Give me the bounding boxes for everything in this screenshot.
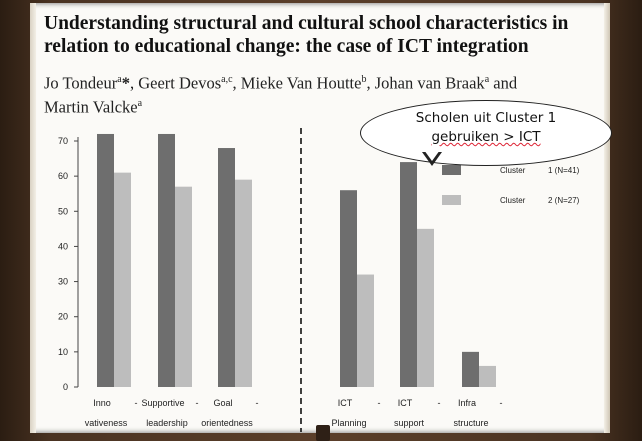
- y-tick-label: 50: [57, 206, 68, 217]
- author-affiliation: a,c: [221, 74, 233, 85]
- bar-1-5: [400, 162, 417, 387]
- bar-2-2: [175, 187, 192, 387]
- x-category-dash: -: [499, 398, 503, 408]
- x-category-label-bottom: orientedness: [201, 418, 253, 428]
- x-category-label-top: Infra: [457, 398, 477, 408]
- author-name: and: [489, 73, 518, 93]
- speech-callout: [360, 100, 612, 166]
- bar-2-4: [357, 275, 374, 387]
- callout-tail-fill: [424, 150, 440, 161]
- legend-suffix-2: 2 (N=27): [548, 196, 580, 205]
- author-name: , Johan van Braak: [366, 73, 485, 93]
- x-category-label-bottom: support: [393, 418, 425, 428]
- legend-swatch-1: [442, 165, 461, 175]
- x-category-label-top: Supportive: [141, 398, 185, 408]
- y-tick-label: 70: [57, 136, 68, 146]
- x-category-label-top: ICT: [397, 398, 413, 408]
- callout-text: [361, 109, 611, 147]
- x-category-label-bottom: leadership: [146, 418, 188, 428]
- bar-1-2: [158, 134, 175, 387]
- legend-label-1: Cluster: [500, 166, 526, 175]
- x-category-label-bottom: Planning: [331, 418, 367, 428]
- legend-swatch-2: [442, 195, 461, 205]
- bar-2-3: [235, 180, 252, 387]
- y-tick-label: 0: [62, 382, 68, 392]
- bar-1-4: [340, 190, 357, 387]
- author-affiliation: a: [484, 74, 490, 85]
- x-category-label-top: ICT: [337, 398, 353, 408]
- bar-1-1: [97, 134, 114, 387]
- bar-2-6: [479, 366, 496, 387]
- author-name: , Geert Devos: [129, 73, 222, 93]
- legend-suffix-1: 1 (N=41): [548, 166, 580, 175]
- paper-title-line1: Understanding structural and cultural school characteristics in: [44, 13, 569, 34]
- y-tick-label: 30: [57, 276, 68, 287]
- x-category-label-bottom: structure: [453, 418, 489, 428]
- y-tick-label: 40: [57, 241, 68, 252]
- bar-2-5: [417, 229, 434, 387]
- y-tick-label: 20: [57, 311, 68, 322]
- paper-title-line2: relation to educational change: the case of ICT integration: [44, 36, 529, 57]
- author-corresponding-mark: *: [121, 73, 130, 93]
- x-category-label-top: Inno: [93, 398, 111, 408]
- bar-2-1: [114, 173, 131, 387]
- author-name: Jo Tondeur: [44, 73, 118, 93]
- author-affiliation: a: [137, 97, 143, 109]
- x-category-label-top: Goal: [213, 398, 233, 408]
- y-tick-label: 10: [57, 346, 68, 357]
- callout-line2: gebruiken > ICT: [431, 129, 541, 145]
- callout-line1: Scholen uit Cluster 1: [415, 110, 557, 126]
- x-category-dash: -: [195, 398, 199, 408]
- legend-label-2: Cluster: [500, 196, 526, 205]
- x-category-dash: -: [377, 398, 381, 408]
- author-affiliation: a: [117, 74, 122, 85]
- y-tick-label: 60: [57, 171, 68, 182]
- x-category-dash: -: [255, 398, 259, 408]
- x-category-dash: -: [134, 398, 138, 408]
- x-category-dash: -: [437, 398, 441, 408]
- bar-1-6: [462, 352, 479, 387]
- author-name: , Mieke Van Houtte: [232, 73, 362, 93]
- author-name: Martin Valcke: [44, 97, 138, 116]
- x-category-label-bottom: vativeness: [84, 418, 128, 428]
- author-affiliation: b: [361, 74, 367, 85]
- bar-1-3: [218, 148, 235, 387]
